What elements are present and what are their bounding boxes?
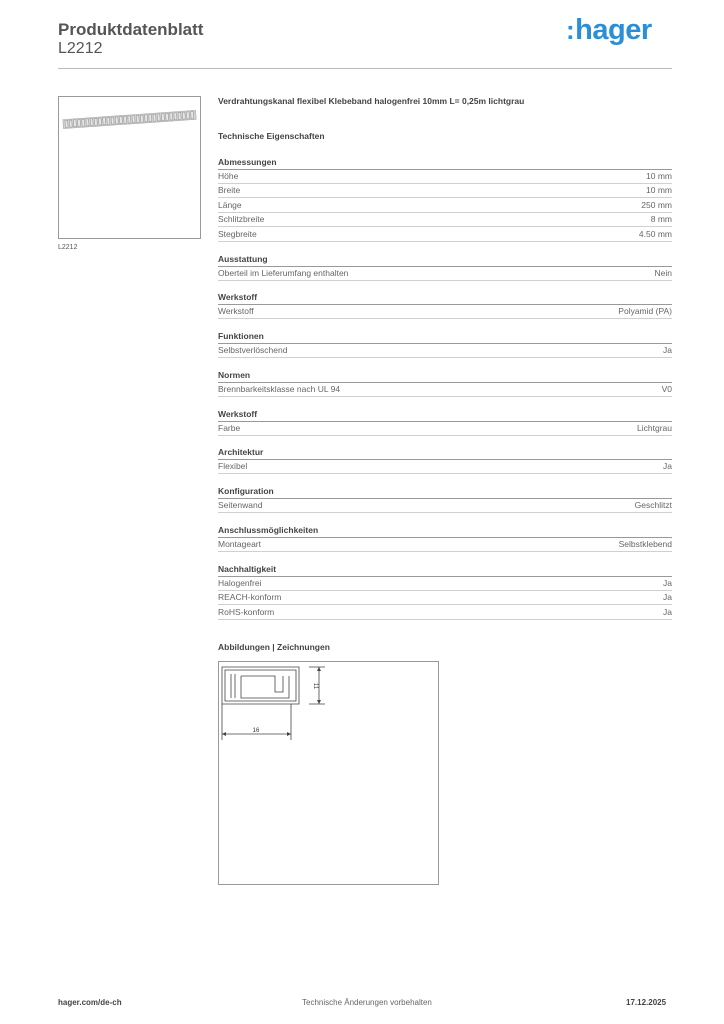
spec-label: REACH-konform <box>218 592 282 603</box>
spec-row <box>218 421 672 436</box>
spec-label: Brennbarkeitsklasse nach UL 94 <box>218 383 341 394</box>
section-heading: Werkstoff <box>218 409 672 422</box>
spec-row <box>218 304 672 319</box>
spec-value: Nein <box>654 267 672 278</box>
spec-row <box>218 537 672 552</box>
drawings-heading: Abbildungen | Zeichnungen <box>218 642 330 652</box>
spec-label: Werkstoff <box>218 305 254 316</box>
spec-row <box>218 213 672 228</box>
footer-website-link[interactable]: hager.com/de-ch <box>58 998 122 1007</box>
section-heading: Abmessungen <box>218 157 672 170</box>
section-heading: Konfiguration <box>218 486 672 499</box>
footer-date: 17.12.2025 <box>626 998 667 1007</box>
spec-value: Geschlitzt <box>634 499 672 510</box>
header-divider <box>58 68 672 69</box>
spec-value: 250 mm <box>641 199 672 210</box>
section-heading: Funktionen <box>218 331 672 344</box>
spec-value: 8 mm <box>650 214 672 225</box>
section-heading: Normen <box>218 370 672 383</box>
spec-value: Polyamid (PA) <box>618 305 672 316</box>
image-caption: L2212 <box>58 244 78 251</box>
spec-row <box>218 382 672 397</box>
spec-value: V0 <box>661 383 672 394</box>
spec-row <box>218 591 672 606</box>
spec-label: Breite <box>218 185 241 196</box>
spec-value: Ja <box>663 344 672 355</box>
spec-row <box>218 498 672 513</box>
spec-label: Flexibel <box>218 460 248 471</box>
spec-label: Farbe <box>218 422 241 433</box>
hager-logo: :hager <box>566 14 652 46</box>
spec-value: Ja <box>663 592 672 603</box>
spec-row <box>218 227 672 242</box>
spec-label: Seitenwand <box>218 499 263 510</box>
drawing-frame <box>218 661 439 885</box>
section-heading: Ausstattung <box>218 254 672 267</box>
cable-duct-image <box>59 97 200 238</box>
section-heading: Anschlussmöglichkeiten <box>218 525 672 538</box>
spec-label: RoHS-konform <box>218 606 275 617</box>
spec-label: Selbstverlöschend <box>218 344 288 355</box>
section-heading: Architektur <box>218 447 672 460</box>
spec-row <box>218 459 672 474</box>
spec-row <box>218 169 672 184</box>
spec-row <box>218 343 672 358</box>
page-title: Produktdatenblatt <box>58 20 204 39</box>
spec-label: Halogenfrei <box>218 577 262 588</box>
product-number: L2212 <box>58 40 103 57</box>
spec-row <box>218 576 672 591</box>
footer-notice: Technische Änderungen vorbehalten <box>302 998 432 1007</box>
spec-label: Montageart <box>218 538 261 549</box>
spec-row <box>218 266 672 281</box>
spec-value: Ja <box>663 460 672 471</box>
spec-row <box>218 605 672 620</box>
spec-value: Lichtgrau <box>637 422 672 433</box>
section-heading: Werkstoff <box>218 292 672 305</box>
spec-label: Schlitzbreite <box>218 214 265 225</box>
spec-value: Ja <box>663 577 672 588</box>
spec-label: Oberteil im Lieferumfang enthalten <box>218 267 349 278</box>
spec-label: Stegbreite <box>218 228 257 239</box>
spec-value: 4.50 mm <box>638 228 672 239</box>
product-description: Verdrahtungskanal flexibel Klebeband halogenfrei 10mm L= 0,25m lichtgrau <box>218 96 525 106</box>
profile-drawing <box>219 662 438 884</box>
product-image <box>58 96 201 239</box>
spec-value: 10 mm <box>646 185 672 196</box>
spec-row <box>218 184 672 199</box>
height-dimension: 11 <box>312 682 318 690</box>
spec-value: 10 mm <box>646 170 672 181</box>
spec-row <box>218 198 672 213</box>
logo-text: hager <box>575 14 652 46</box>
technical-properties-heading: Technische Eigenschaften <box>218 131 325 141</box>
spec-label: Länge <box>218 199 242 210</box>
spec-value: Selbstklebend <box>618 538 672 549</box>
section-heading: Nachhaltigkeit <box>218 564 672 577</box>
width-dimension: 16 <box>252 728 260 734</box>
spec-value: Ja <box>663 606 672 617</box>
spec-label: Höhe <box>218 170 239 181</box>
